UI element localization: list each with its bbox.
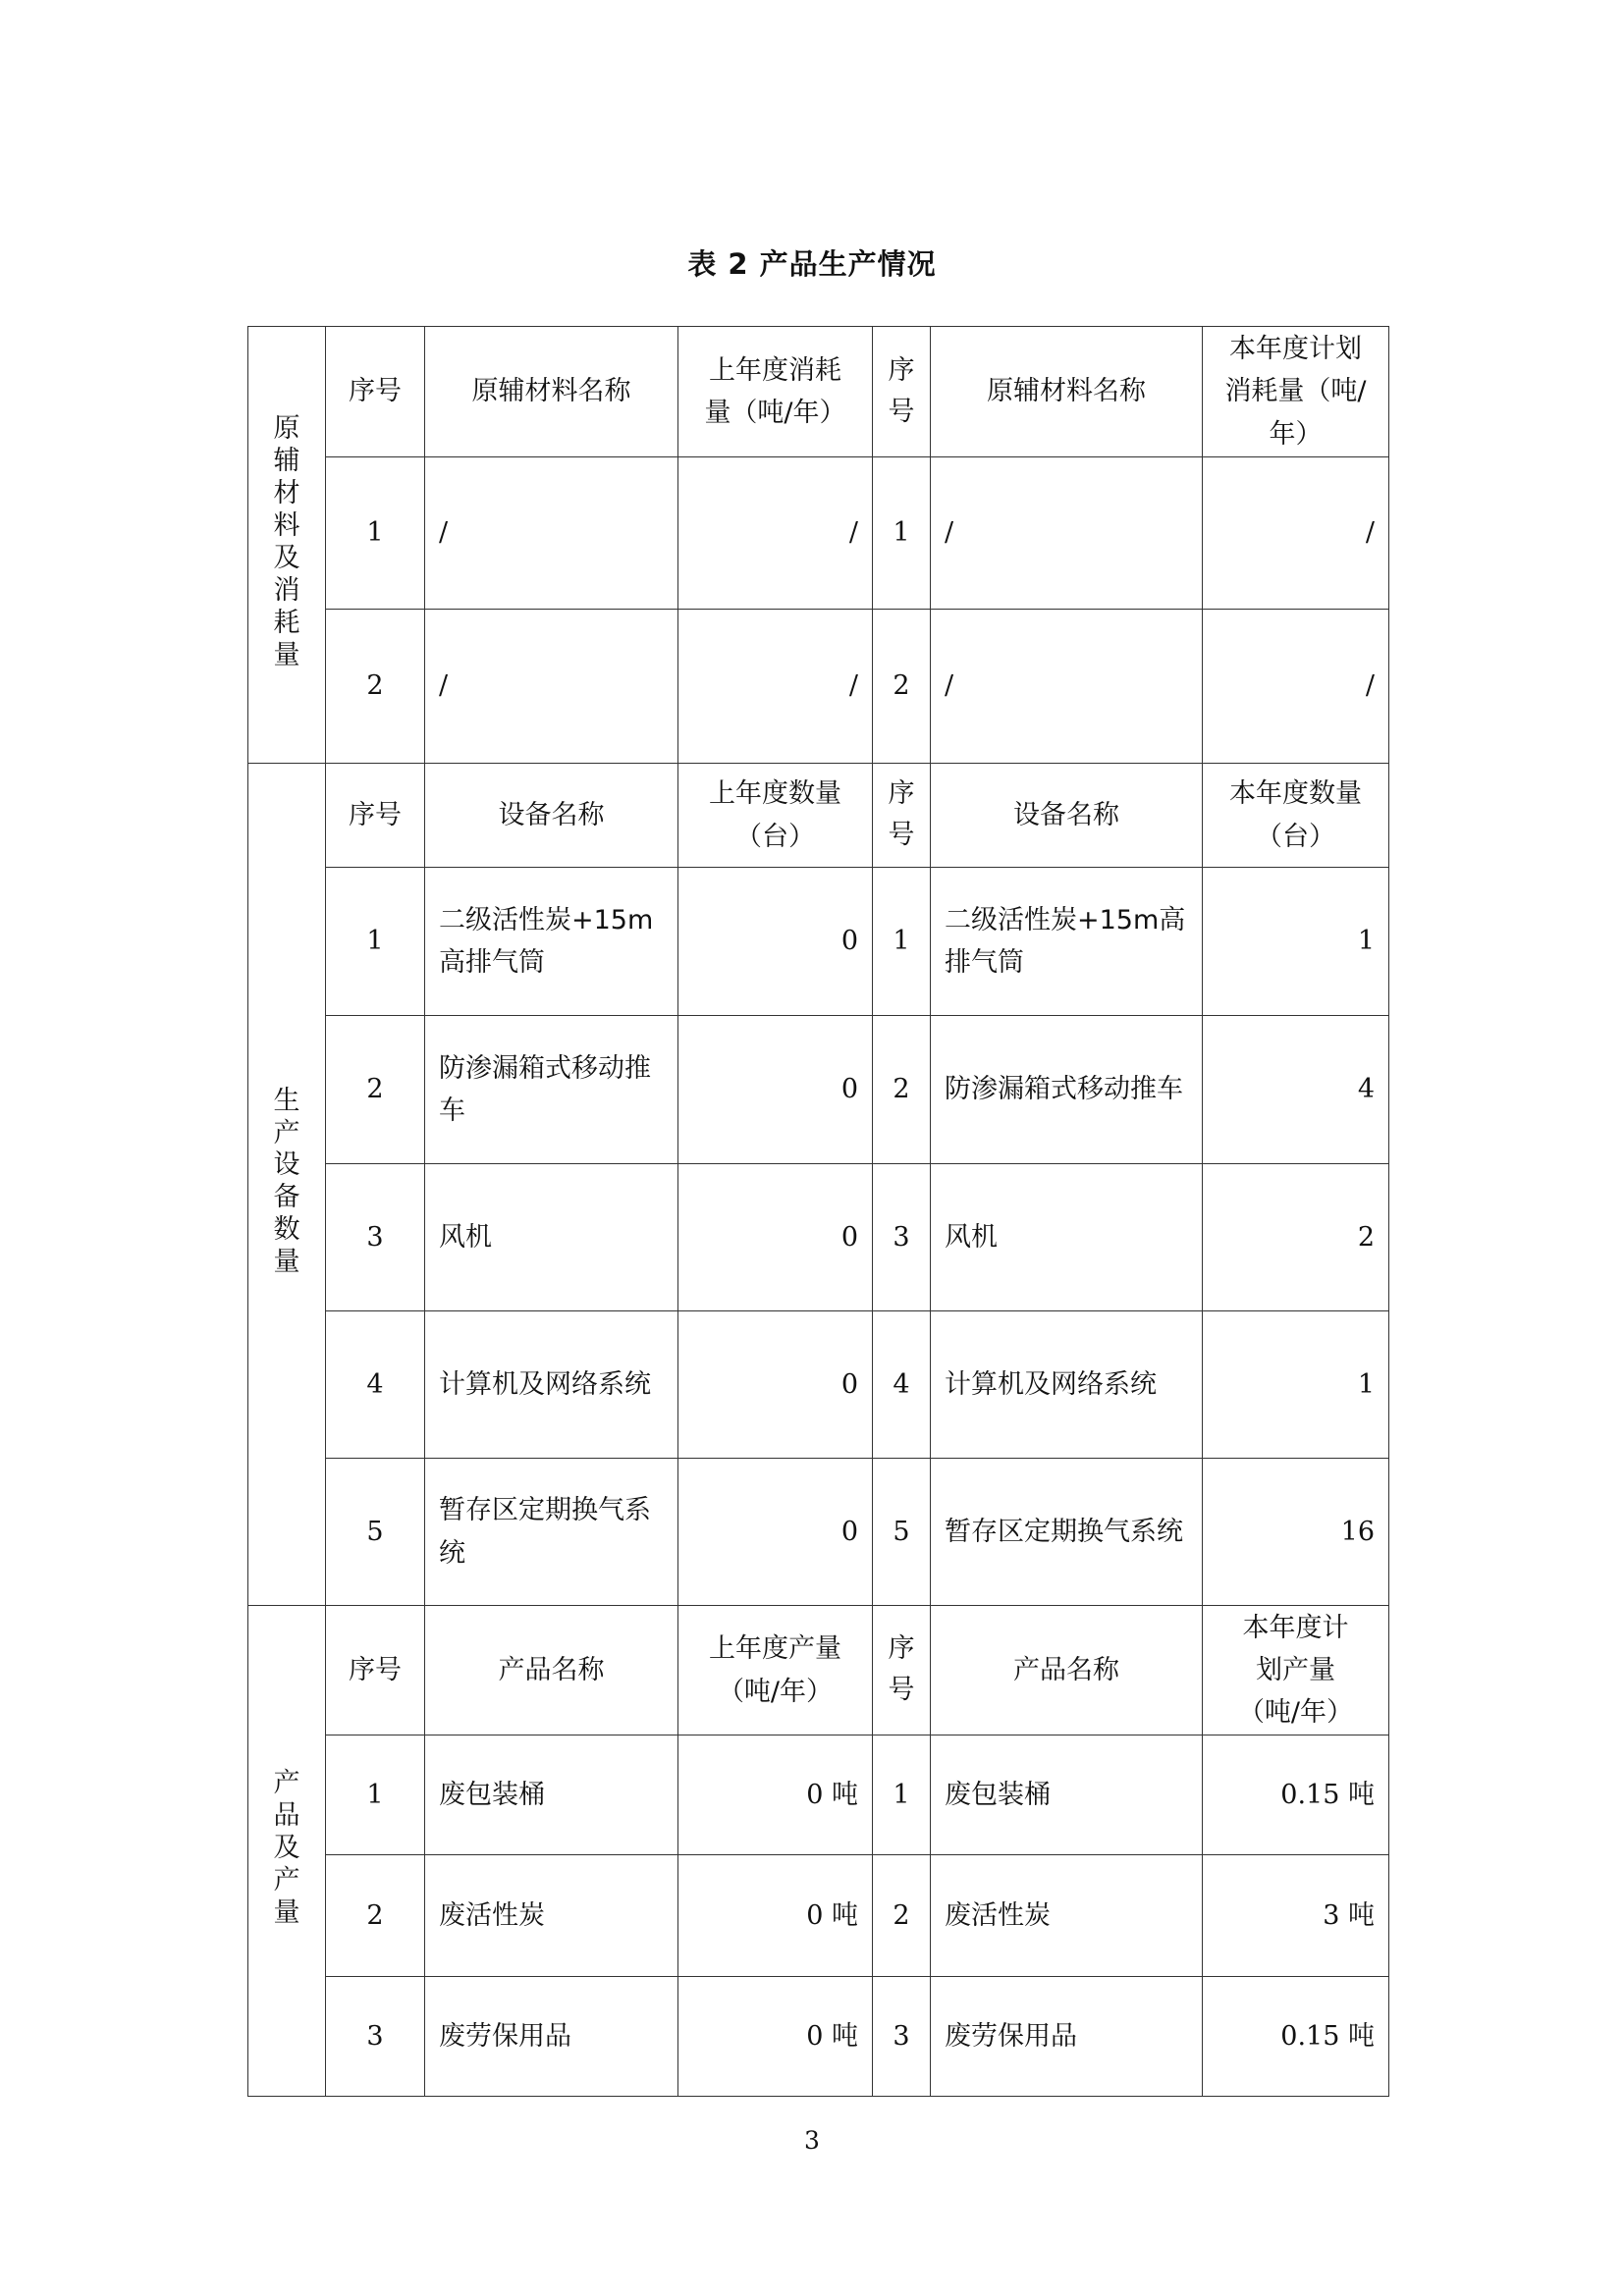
value-cell: 0.15 吨 <box>1203 1735 1389 1855</box>
value-cell: 0 <box>678 1016 873 1164</box>
value-cell: 2 <box>1203 1164 1389 1311</box>
seq-cell: 1 <box>873 457 931 610</box>
value-cell: / <box>1203 457 1389 610</box>
seq-cell: 1 <box>326 868 425 1016</box>
products-header-row <box>248 1606 1389 1735</box>
table-row <box>248 1164 1389 1311</box>
header-last-year-count: 上年度数量（台） <box>678 764 873 868</box>
equipment-header-row <box>248 764 1389 868</box>
value-cell: / <box>678 610 873 764</box>
product-name-cell: 废活性炭 <box>425 1855 678 1977</box>
materials-header-row <box>248 327 1389 457</box>
value-cell: 0.15 吨 <box>1203 1977 1389 2097</box>
seq-cell: 2 <box>326 1855 425 1977</box>
section-label-products: 产品及产量 <box>248 1606 326 2097</box>
seq-cell: 2 <box>326 610 425 764</box>
seq-cell: 3 <box>326 1977 425 2097</box>
seq-cell: 1 <box>326 1735 425 1855</box>
table-row <box>248 1977 1389 2097</box>
seq-cell: 4 <box>873 1311 931 1459</box>
section-label-materials: 原辅材料及消耗量 <box>248 327 326 764</box>
seq-cell: 2 <box>326 1016 425 1164</box>
seq-cell: 2 <box>873 1855 931 1977</box>
value-cell: 0 <box>678 1311 873 1459</box>
equipment-name-cell: 暂存区定期换气系统 <box>425 1459 678 1606</box>
value-cell: 3 吨 <box>1203 1855 1389 1977</box>
value-cell: / <box>1203 610 1389 764</box>
equipment-name-cell: 风机 <box>931 1164 1203 1311</box>
table-row <box>248 457 1389 610</box>
header-last-year-output: 上年度产量（吨/年） <box>678 1606 873 1735</box>
material-name-cell: / <box>425 610 678 764</box>
equipment-name-cell: 防渗漏箱式移动推车 <box>931 1016 1203 1164</box>
product-name-cell: 废包装桶 <box>931 1735 1203 1855</box>
product-name-cell: 废活性炭 <box>931 1855 1203 1977</box>
equipment-name-cell: 防渗漏箱式移动推车 <box>425 1016 678 1164</box>
table-row <box>248 868 1389 1016</box>
header-this-year-output: 本年度计划产量（吨/年） <box>1203 1606 1389 1735</box>
seq-cell: 2 <box>873 610 931 764</box>
equipment-name-cell: 计算机及网络系统 <box>425 1311 678 1459</box>
value-cell: 0 吨 <box>678 1735 873 1855</box>
seq-cell: 3 <box>873 1164 931 1311</box>
page-number: 3 <box>804 2126 820 2155</box>
value-cell: 1 <box>1203 868 1389 1016</box>
header-this-year-consumption: 本年度计划消耗量（吨/年） <box>1203 327 1389 457</box>
value-cell: 0 <box>678 1459 873 1606</box>
material-name-cell: / <box>425 457 678 610</box>
value-cell: 4 <box>1203 1016 1389 1164</box>
equipment-name-cell: 暂存区定期换气系统 <box>931 1459 1203 1606</box>
production-table <box>247 326 1389 2097</box>
seq-cell: 1 <box>873 1735 931 1855</box>
table-row <box>248 1459 1389 1606</box>
header-material-name-right: 原辅材料名称 <box>931 327 1203 457</box>
header-seq: 序号 <box>326 764 425 868</box>
value-cell: 0 吨 <box>678 1977 873 2097</box>
header-product-name: 产品名称 <box>425 1606 678 1735</box>
table-row <box>248 1855 1389 1977</box>
value-cell: 16 <box>1203 1459 1389 1606</box>
seq-cell: 5 <box>873 1459 931 1606</box>
header-last-year-consumption: 上年度消耗量（吨/年） <box>678 327 873 457</box>
seq-cell: 1 <box>873 868 931 1016</box>
equipment-name-cell: 二级活性炭+15m高排气筒 <box>931 868 1203 1016</box>
value-cell: 0 吨 <box>678 1855 873 1977</box>
seq-cell: 2 <box>873 1016 931 1164</box>
table-title: 表 2 产品生产情况 <box>687 247 937 281</box>
seq-cell: 4 <box>326 1311 425 1459</box>
value-cell: 1 <box>1203 1311 1389 1459</box>
seq-cell: 3 <box>326 1164 425 1311</box>
table-row <box>248 1311 1389 1459</box>
header-seq-right: 序号 <box>873 764 931 868</box>
header-product-name-right: 产品名称 <box>931 1606 1203 1735</box>
value-cell: / <box>678 457 873 610</box>
product-name-cell: 废劳保用品 <box>931 1977 1203 2097</box>
seq-cell: 3 <box>873 1977 931 2097</box>
header-seq-right: 序号 <box>873 327 931 457</box>
table-row <box>248 1016 1389 1164</box>
header-equipment-name: 设备名称 <box>425 764 678 868</box>
header-equipment-name-right: 设备名称 <box>931 764 1203 868</box>
equipment-name-cell: 计算机及网络系统 <box>931 1311 1203 1459</box>
equipment-name-cell: 风机 <box>425 1164 678 1311</box>
section-label-equipment: 生产设备数量 <box>248 764 326 1606</box>
table-row <box>248 610 1389 764</box>
table-row <box>248 1735 1389 1855</box>
header-this-year-count: 本年度数量（台） <box>1203 764 1389 868</box>
header-material-name: 原辅材料名称 <box>425 327 678 457</box>
value-cell: 0 <box>678 868 873 1016</box>
value-cell: 0 <box>678 1164 873 1311</box>
seq-cell: 5 <box>326 1459 425 1606</box>
material-name-cell: / <box>931 457 1203 610</box>
product-name-cell: 废劳保用品 <box>425 1977 678 2097</box>
equipment-name-cell: 二级活性炭+15m高排气筒 <box>425 868 678 1016</box>
header-seq: 序号 <box>326 327 425 457</box>
material-name-cell: / <box>931 610 1203 764</box>
header-seq: 序号 <box>326 1606 425 1735</box>
product-name-cell: 废包装桶 <box>425 1735 678 1855</box>
seq-cell: 1 <box>326 457 425 610</box>
header-seq-right: 序号 <box>873 1606 931 1735</box>
